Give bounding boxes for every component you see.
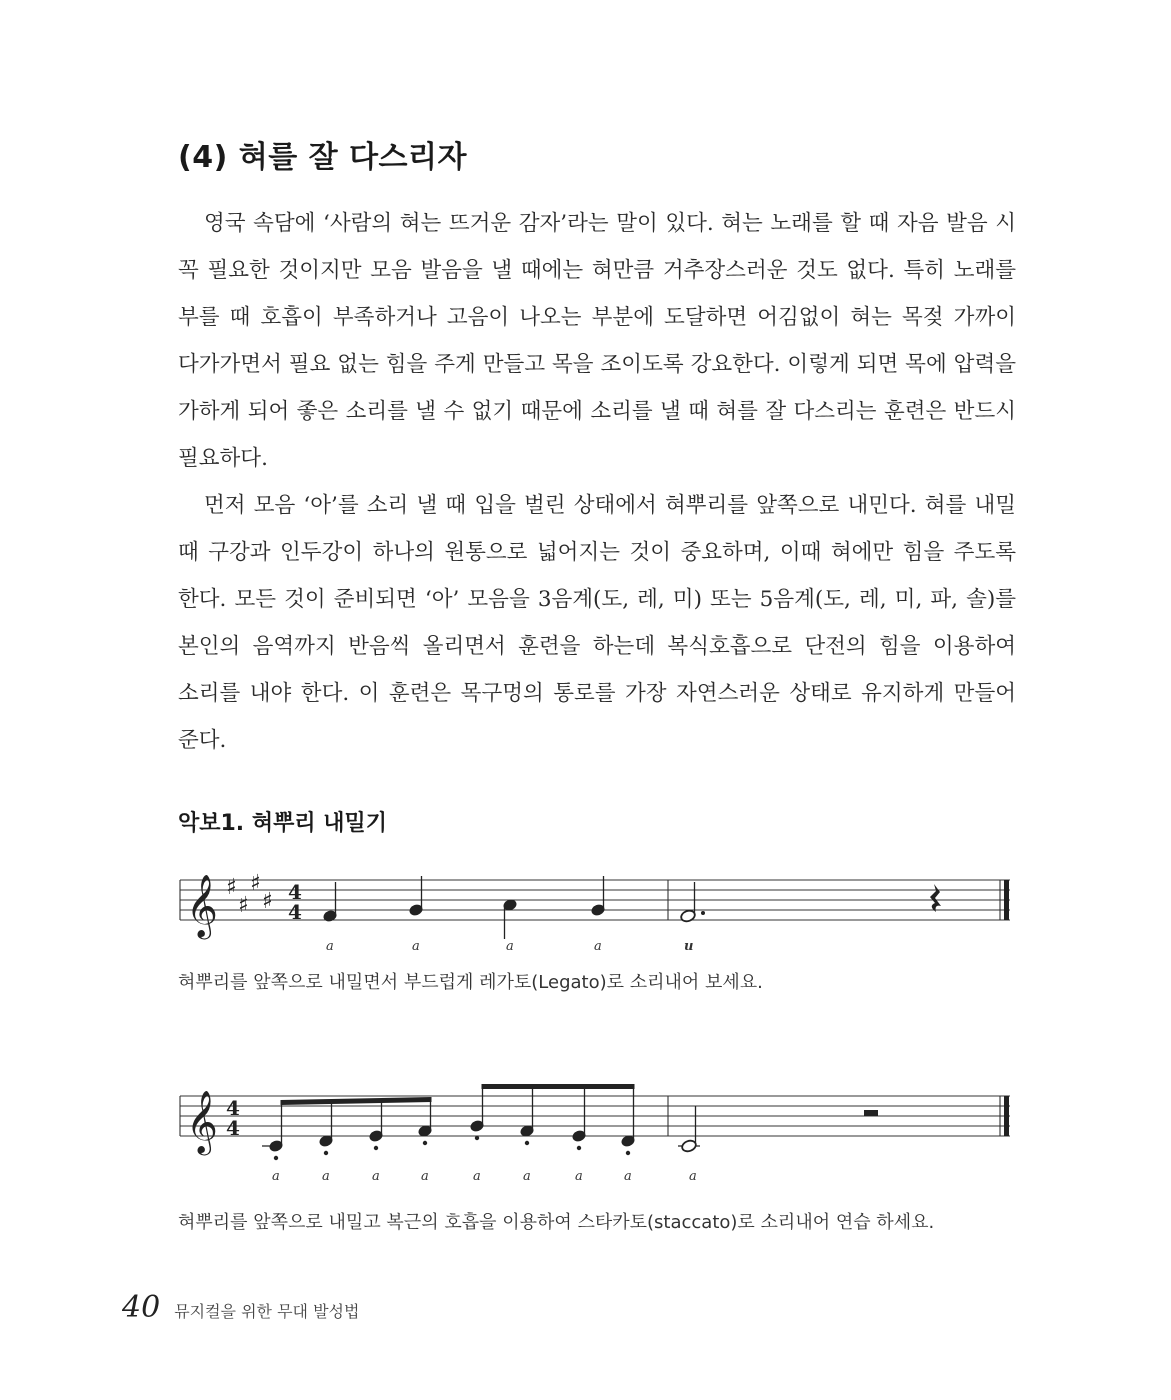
score-caption: 악보1. 혀뿌리 내밀기 [178, 811, 387, 836]
page-footer [122, 1290, 359, 1325]
section-heading: (4) 혀를 잘 다스리자 [178, 140, 467, 175]
syllable: a [412, 939, 420, 954]
beam [281, 1097, 432, 1105]
time-signature-bottom: 4 [288, 900, 302, 924]
book-title: 뮤지컬을 위한 무대 발성법 [174, 1302, 360, 1321]
beam [482, 1084, 635, 1089]
syllable: a [689, 1169, 697, 1184]
syllable: a [421, 1169, 429, 1184]
syllable: a [575, 1169, 583, 1184]
syllable: a [624, 1169, 632, 1184]
svg-text:♯: ♯ [226, 875, 237, 900]
score-2-staff [170, 1076, 1030, 1186]
score-1-instruction: 혀뿌리를 앞쪽으로 내밀면서 부드럽게 레가토(Legato)로 소리내어 보세요. [178, 972, 763, 993]
syllable: a [506, 939, 514, 954]
time-signature-top: 4 [226, 1096, 240, 1120]
treble-clef-icon: 𝄞 [186, 1090, 218, 1153]
time-signature-top: 4 [288, 880, 302, 904]
note-c-half [678, 1106, 700, 1153]
syllable: u [684, 939, 694, 954]
syllable: a [594, 939, 602, 954]
svg-text:♯: ♯ [238, 893, 249, 918]
paragraph-1: 영국 속담에 ‘사람의 혀는 뜨거운 감자’라는 말이 있다. 혀는 노래를 할 때 자음 발음 시 꼭 필요한 것이지만 모음 발음을 낼 때에는 혀만큼 거추장스러운 것도 없다. 특히 노래를 부를 때 호흡이 부족하거나 고음이 나오는 부분에 도달하면 어김없이 혀는 목젖 가까이 다가가면서 필요 없는 힘을 주게 만들고 목을 조이도록 강요한다. 이렇게 되면 목에 압력을 가하게 되어 좋은 소리를 낼 수 없기 때문에 소리를 낼 때 혀를 잘 다스리는 훈련은 반드시 필요하다. [178, 211, 1016, 471]
syllable: a [372, 1169, 380, 1184]
svg-text:♯: ♯ [250, 871, 261, 896]
paragraph-2: 먼저 모음 ‘아’를 소리 낼 때 입을 벌린 상태에서 혀뿌리를 앞쪽으로 내민다. 혀를 내밀 때 구강과 인두강이 하나의 원통으로 넓어지는 것이 중요하며, 이때 혀에만 힘을 주도록 한다. 모든 것이 준비되면 ‘아’ 모음을 3음계(도, 레, 미) 또는 5음계(도, 레, 미, 파, 솔)를 본인의 음역까지 반음씩 올리면서 훈련을 하는데 복식호흡으로 단전의 힘을 이용하여 소리를 내야 한다. 이 훈련은 목구멍의 통로를 가장 자연스러운 상태로 유지하게 만들어 준다. [178, 493, 1016, 753]
page-number: 40 [122, 1290, 161, 1325]
final-barline [1004, 1096, 1009, 1136]
score-1-staff [170, 860, 1030, 960]
key-signature-sharps [226, 871, 273, 918]
body-text [178, 200, 1016, 764]
syllable: a [322, 1169, 330, 1184]
time-signature-bottom: 4 [226, 1116, 240, 1140]
half-rest-icon [864, 1110, 878, 1116]
treble-clef-icon: 𝄞 [186, 874, 218, 937]
syllable: a [326, 939, 334, 954]
syllable: a [473, 1169, 481, 1184]
svg-text:♯: ♯ [262, 889, 273, 914]
syllable: a [523, 1169, 531, 1184]
score-2-instruction: 혀뿌리를 앞쪽으로 내밀고 복근의 호흡을 이용하여 스타카토(staccato)로 소리내어 연습 하세요. [178, 1212, 935, 1233]
eighth-note-group-2 [470, 1086, 635, 1147]
note-e-dotted-half [680, 882, 705, 923]
final-barline [1004, 880, 1009, 920]
quarter-rest-icon [930, 884, 941, 912]
syllable: a [272, 1169, 280, 1184]
